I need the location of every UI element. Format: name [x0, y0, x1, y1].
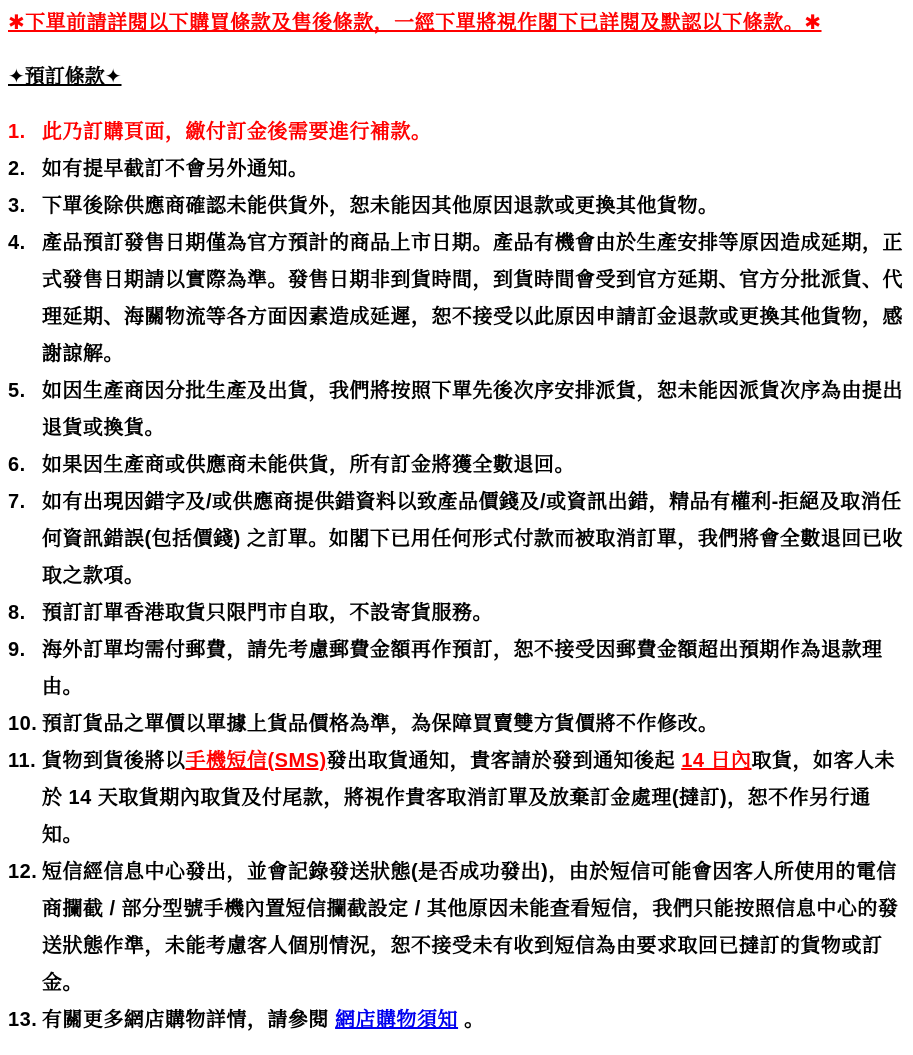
plain-text: 預訂貨品之單價以單據上貨品價格為準，為保障買賣雙方貨價將不作修改。 [42, 713, 719, 735]
plain-text: 短信經信息中心發出，並會記錄發送狀態(是否成功發出)，由於短信可能會因客人所使用的電信商攔截 / 部分型號手機內置短信攔截設定 / 其他原因未能查看短信，我們只能按照信息中心的發送狀態作準，未能考慮客人個別情況，恕不接受未有收到短信為由要求取回已撻訂的貨物或訂金。 [42, 861, 899, 994]
term-item-7 [8, 484, 903, 595]
plain-text: 如因生產商因分批生產及出貨，我們將按照下單先後次序安排派貨，恕未能因派貨次序為由提出退貨或換貨。 [42, 380, 903, 439]
term-text [42, 861, 898, 994]
plain-text: 。 [458, 1009, 485, 1031]
term-number: 5. [8, 380, 26, 402]
term-text [42, 454, 575, 476]
term-number: 4. [8, 232, 26, 254]
term-item-6 [8, 447, 903, 484]
plain-text: 下單後除供應商確認未能供貨外，恕未能因其他原因退款或更換其他貨物。 [42, 195, 719, 217]
term-text [42, 195, 719, 217]
term-number: 6. [8, 454, 26, 476]
term-text [42, 639, 883, 698]
term-text [42, 158, 309, 180]
plain-text: 如有提早截訂不會另外通知。 [42, 158, 309, 180]
term-number: 12. [8, 861, 38, 883]
term-item-3 [8, 188, 903, 225]
plain-text: 產品預訂發售日期僅為官方預計的商品上市日期。產品有機會由於生產安排等原因造成延期，正式發售日期請以實際為準。發售日期非到貨時間，到貨時間會受到官方延期、官方分批派貨、代理延期、海關物流等各方面因素造成延遲，恕不接受以此原因申請訂金退款或更換其他貨物，感謝諒解。 [42, 232, 903, 365]
term-text [42, 713, 719, 735]
term-item-4 [8, 225, 903, 373]
term-item-2 [8, 151, 903, 188]
plain-text: 如果因生產商或供應商未能供貨，所有訂金將獲全數退回。 [42, 454, 575, 476]
plain-text: 發出取貨通知，貴客請於發到通知後起 [326, 750, 682, 772]
plain-text: 有關更多網店購物詳情，請參閱 [42, 1009, 336, 1031]
highlighted-text: 手機短信(SMS) [185, 750, 327, 772]
preorder-terms-header: ✦預訂條款✦ [8, 66, 122, 88]
term-item-5 [8, 373, 903, 447]
term-item-8 [8, 595, 903, 632]
terms-list [8, 114, 903, 1039]
term-number: 9. [8, 639, 26, 661]
term-text [42, 491, 903, 587]
highlighted-text: 14 日內 [681, 750, 752, 772]
term-text [42, 750, 895, 846]
term-item-13 [8, 1002, 903, 1039]
term-number: 10. [8, 713, 38, 735]
plain-text: 貨物到貨後將以 [42, 750, 186, 772]
term-text [42, 602, 493, 624]
term-text [42, 1009, 485, 1031]
plain-text: 海外訂單均需付郵費，請先考慮郵費金額再作預訂，恕不接受因郵費金額超出預期作為退款理由。 [42, 639, 883, 698]
highlighted-text: 此乃訂購頁面，繳付訂金後需要進行補款。 [42, 121, 432, 143]
term-number: 8. [8, 602, 26, 624]
term-text [42, 380, 903, 439]
term-item-9 [8, 632, 903, 706]
term-item-1 [8, 114, 903, 151]
term-item-11 [8, 743, 903, 854]
term-text [42, 232, 903, 365]
plain-text: 預訂訂單香港取貨只限門市自取，不設寄貨服務。 [42, 602, 493, 624]
shop-guide-link[interactable]: 網店購物須知 [335, 1009, 459, 1031]
term-item-12 [8, 854, 903, 1002]
term-number: 3. [8, 195, 26, 217]
term-text [42, 121, 432, 143]
plain-text: 如有出現因錯字及/或供應商提供錯資料以致產品價錢及/或資訊出錯，精品有權利-拒絕及取消任何資訊錯誤(包括價錢) 之訂單。如閣下已用任何形式付款而被取消訂單，我們將會全數退回已收取之款項。 [42, 491, 903, 587]
term-number: 2. [8, 158, 26, 180]
term-number: 11. [8, 750, 37, 772]
term-item-10 [8, 706, 903, 743]
term-number: 1. [8, 121, 26, 143]
term-number: 7. [8, 491, 26, 513]
purchase-notice-title: ✱下單前請詳閱以下購買條款及售後條款，一經下單將視作閣下已詳閱及默認以下條款。✱ [8, 12, 822, 34]
plain-text: 取貨，如客人未於 14 天取貨期內取貨及付尾款，將視作貴客取消訂單及放棄訂金處理(撻訂)，恕不作另行通知。 [42, 750, 896, 846]
term-number: 13. [8, 1009, 38, 1031]
